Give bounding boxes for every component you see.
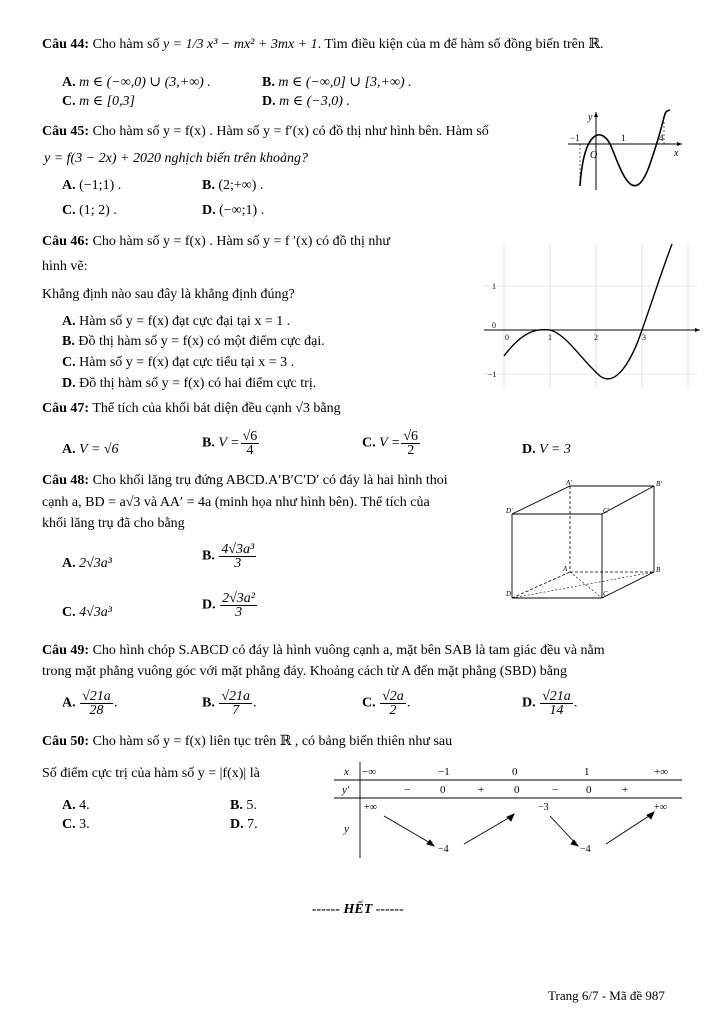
q45-option-b: B. (2;+∞) . bbox=[202, 178, 264, 193]
q45-y-label: y bbox=[588, 112, 593, 123]
q46-xtick-0: 0 bbox=[505, 333, 509, 342]
q45-origin-label: O bbox=[590, 150, 598, 161]
q46-xtick-1: 1 bbox=[548, 333, 552, 342]
q50-y-1: −3 bbox=[538, 802, 549, 813]
q45-tick-4: 4 bbox=[659, 133, 664, 143]
q48-stem-line1: Câu 48: Cho khối lăng trụ đứng ABCD.A′B′C′D′ có đáy là hai hình thoi bbox=[42, 473, 448, 488]
q44-stem bbox=[42, 36, 603, 54]
q50-option-c: C. 3. bbox=[62, 817, 90, 832]
q44-text-b: . Tìm điều kiện của m để hàm số đồng biến trên ℝ. bbox=[317, 37, 604, 52]
q46-option-c: C. Hàm số y = f(x) đạt cực tiểu tại x = 3 . bbox=[62, 355, 295, 370]
q46-ytick-neg1: −1 bbox=[488, 370, 497, 379]
q48-stem-line2: cạnh a, BD = a√3 và AA′ = 4a (minh họa như hình bên). Thể tích của bbox=[42, 495, 430, 510]
q47-option-a: A. V = √6 bbox=[62, 442, 119, 457]
q45-tick-1: 1 bbox=[621, 133, 626, 143]
q50-sign-2: + bbox=[478, 784, 485, 796]
q46-stem-line3: Khẳng định nào sau đây là khẳng định đúng? bbox=[42, 287, 295, 302]
q49-option-c: C. $\frac{√2a}{2}$ . bbox=[362, 689, 411, 718]
q45-option-d: D. (−∞;1) . bbox=[202, 203, 265, 218]
q48-prism-figure bbox=[506, 478, 680, 606]
q44-option-a: A. m ∈ (−∞,0) ∪ (3,+∞) . bbox=[62, 75, 211, 90]
q50-y-3: −4 bbox=[438, 844, 449, 855]
q48-option-c: C. 4√3a³ bbox=[62, 605, 113, 620]
q45-curve bbox=[580, 110, 670, 186]
q45-tick-neg1: −1 bbox=[570, 133, 580, 143]
q45-option-c: C. (1; 2) . bbox=[62, 203, 117, 218]
q50-option-d: D. 7. bbox=[230, 817, 258, 832]
q50-x-2: 0 bbox=[512, 766, 518, 778]
q46-derivative-graph bbox=[470, 240, 702, 390]
q50-sign-3: 0 bbox=[514, 784, 520, 796]
q48-label-b: B bbox=[656, 566, 661, 574]
q47-stem: Câu 47: Thể tích của khối bát diện đều cạnh √3 bằng bbox=[42, 401, 341, 416]
q48-option-d: D. $\frac{\text{2√3a²}}{3}$ bbox=[202, 591, 256, 620]
q48-option-a: A. 2√3a³ bbox=[62, 556, 113, 571]
q48-label-d: D bbox=[506, 590, 512, 598]
q45-stem-line1: Câu 45: Cho hàm số y = f(x) . Hàm số y = f′(x) có đồ thị như hình bên. Hàm số bbox=[42, 124, 489, 139]
q48-label-a-prime: A′ bbox=[566, 479, 572, 487]
page-footer: Trang 6/7 - Mã đề 987 bbox=[548, 988, 665, 1003]
q50-x-4: +∞ bbox=[654, 766, 669, 778]
q46-xtick-2: 2 bbox=[594, 333, 598, 342]
q48-label-d-prime: D′ bbox=[506, 507, 513, 515]
q50-sign-4: − bbox=[552, 784, 559, 796]
q45-option-a: A. (−1;1) . bbox=[62, 178, 122, 193]
q50-y-2: +∞ bbox=[654, 802, 667, 813]
q45-derivative-graph bbox=[566, 108, 686, 192]
q50-sign-5: 0 bbox=[586, 784, 592, 796]
end-marker: ------ HẾT ------ bbox=[312, 902, 404, 917]
q48-label-a: A bbox=[563, 565, 568, 573]
q50-yp-label: y′ bbox=[342, 784, 350, 796]
q48-label-b-prime: B′ bbox=[656, 480, 662, 488]
q49-option-b: B. $\frac{√21a}{7}$ . bbox=[202, 689, 257, 718]
q44-option-b: B. m ∈ (−∞,0] ∪ [3,+∞) . bbox=[262, 75, 412, 90]
q47-option-c: C. V = $\frac{√6}{2}$ bbox=[362, 429, 419, 458]
q46-stem-line2: hình vẽ: bbox=[42, 259, 88, 274]
q50-stem-line2: Số điểm cực trị của hàm số y = |f(x)| là bbox=[42, 766, 260, 781]
q50-y-4: −4 bbox=[580, 844, 591, 855]
q49-stem-line2: trong mặt phẳng vuông góc với mặt phẳng đáy. Khoảng cách từ A đến mặt phẳng (SBD) bằng bbox=[42, 664, 567, 679]
q50-stem-line1: Câu 50: Cho hàm số y = f(x) liên tục trên ℝ , có bảng biến thiên như sau bbox=[42, 734, 453, 749]
q50-sign-0: − bbox=[404, 784, 411, 796]
q45-x-label: x bbox=[674, 148, 679, 159]
q46-curve bbox=[504, 244, 672, 379]
q46-ytick-1: 1 bbox=[492, 282, 496, 291]
q50-option-a: A. 4. bbox=[62, 798, 90, 813]
q48-stem-line3: khối lăng trụ đã cho bằng bbox=[42, 516, 185, 531]
q46-stem-line1: Câu 46: Cho hàm số y = f(x) . Hàm số y = f ′(x) có đồ thị như bbox=[42, 234, 391, 249]
q44-label: Câu 44: bbox=[42, 37, 90, 52]
q45-stem-line2: y = f(3 − 2x) + 2020 nghịch biến trên khoảng? bbox=[44, 151, 308, 166]
q49-stem-line1: Câu 49: Cho hình chóp S.ABCD có đáy là hình vuông cạnh a, mặt bên SAB là tam giác đều và nằm bbox=[42, 643, 605, 658]
q44-option-c: C. m ∈ [0,3] bbox=[62, 94, 135, 109]
q48-option-b: B. $\frac{\text{4√3a³}}{3}$ bbox=[202, 542, 255, 571]
q50-x-3: 1 bbox=[584, 766, 590, 778]
q49-option-a: A. $\frac{√21a}{28}$ . bbox=[62, 689, 118, 718]
q46-xtick-3: 3 bbox=[642, 333, 646, 342]
q47-option-d: D. V = 3 bbox=[522, 442, 571, 457]
q44-formula: y = 1/3 x³ − mx² + 3mx + 1 bbox=[162, 37, 318, 52]
q50-x-0: −∞ bbox=[362, 766, 377, 778]
q44-text-a: Cho hàm số bbox=[92, 37, 160, 52]
q48-label-c-prime: C′ bbox=[603, 507, 610, 515]
q50-x-label: x bbox=[344, 766, 349, 778]
q46-option-d: D. Đồ thị hàm số y = f(x) có hai điểm cực trị. bbox=[62, 376, 317, 391]
q50-sign-6: + bbox=[622, 784, 629, 796]
q50-option-b: B. 5. bbox=[230, 798, 257, 813]
q50-sign-1: 0 bbox=[440, 784, 446, 796]
q49-option-d: D. $\frac{√21a}{14}$ . bbox=[522, 689, 578, 718]
q44-option-d: D. m ∈ (−3,0) . bbox=[262, 94, 350, 109]
q50-variation-table bbox=[334, 760, 684, 860]
q46-option-a: A. Hàm số y = f(x) đạt cực đại tại x = 1 . bbox=[62, 314, 291, 329]
q48-label-c: C bbox=[603, 590, 608, 598]
q50-y-0: +∞ bbox=[364, 802, 377, 813]
q47-option-b: B. V = $\frac{√6}{4}$ bbox=[202, 429, 258, 458]
q46-option-b: B. Đồ thị hàm số y = f(x) có một điểm cực đại. bbox=[62, 334, 325, 349]
q50-x-1: −1 bbox=[438, 766, 450, 778]
q50-y-label: y bbox=[344, 823, 349, 835]
q46-ytick-0: 0 bbox=[492, 321, 496, 330]
